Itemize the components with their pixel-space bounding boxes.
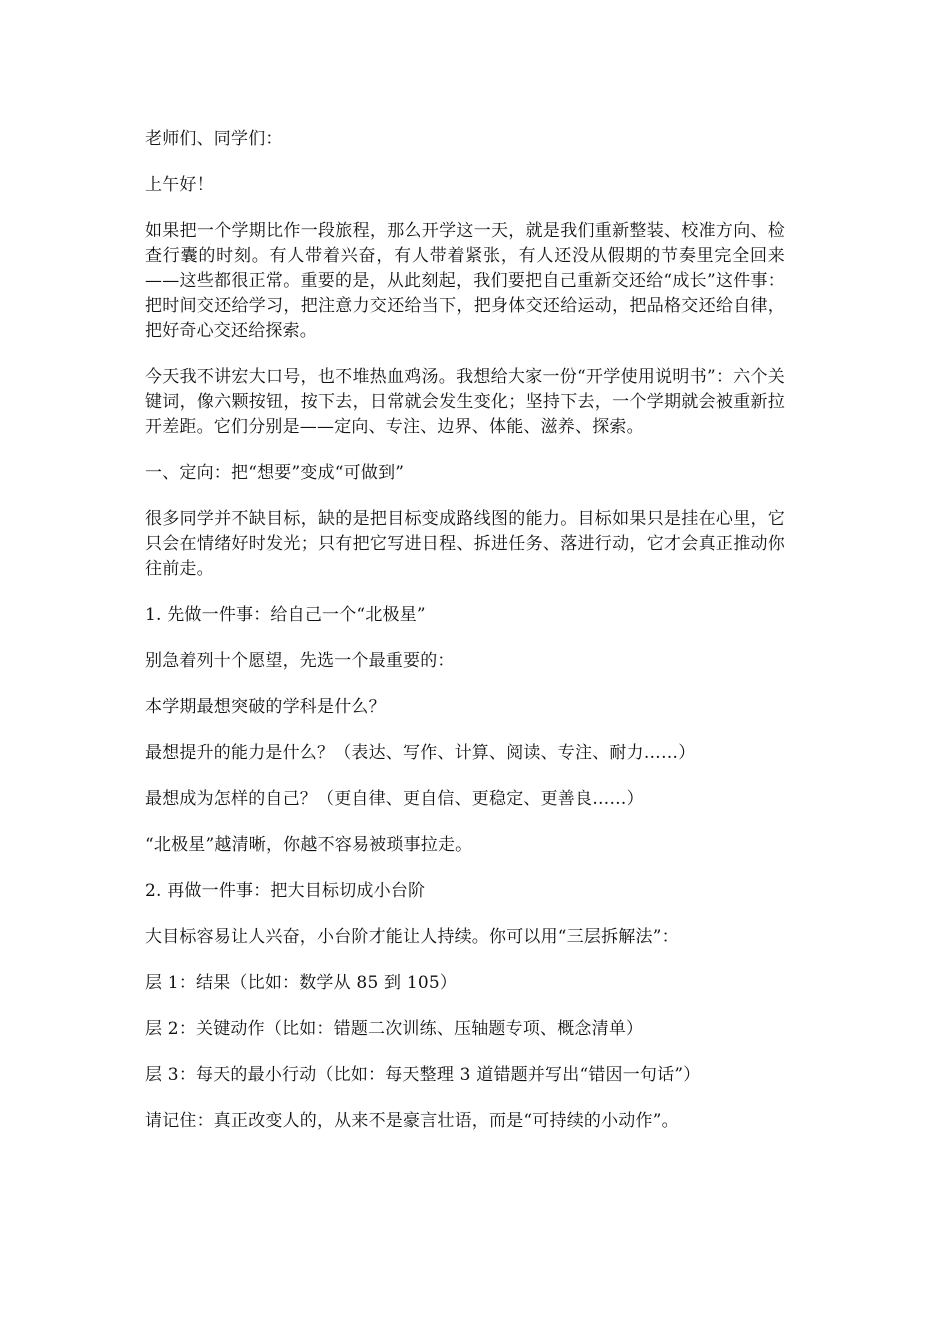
- body-line: “北极星”越清晰，你越不容易被琐事拉走。: [145, 835, 473, 855]
- salutation: 老师们、同学们：: [145, 129, 283, 149]
- layer-line: 层 3：每天的最小行动（比如：每天整理 3 道错题并写出“错因一句话”）: [145, 1065, 701, 1085]
- question-line: 本学期最想突破的学科是什么？: [145, 697, 386, 717]
- greeting: 上午好！: [145, 175, 214, 195]
- layer-line: 层 2：关键动作（比如：错题二次训练、压轴题专项、概念清单）: [145, 1019, 644, 1039]
- section-1-paragraph: 很多同学并不缺目标，缺的是把目标变成路线图的能力。目标如果只是挂在心里，它只会在情绪好时发光；只有把它写进日程、拆进任务、落进行动，它才会真正推动你往前走。: [145, 509, 785, 579]
- subheading-1: 1. 先做一件事：给自己一个“北极星”: [145, 605, 426, 625]
- question-line: 最想成为怎样的自己？（更自律、更自信、更稳定、更善良……）: [145, 789, 644, 809]
- layer-line: 层 1：结果（比如：数学从 85 到 105）: [145, 973, 458, 993]
- document-body: [145, 127, 785, 1155]
- section-heading-1: 一、定向：把“想要”变成“可做到”: [145, 463, 405, 483]
- overview-paragraph: 今天我不讲宏大口号，也不堆热血鸡汤。我想给大家一份“开学使用说明书”：六个关键词，像六颗按钮，按下去，日常就会发生变化；坚持下去，一个学期就会被重新拉开差距。它们分别是——定向、专注、边界、体能、滋养、探索。: [145, 367, 785, 437]
- question-line: 最想提升的能力是什么？（表达、写作、计算、阅读、专注、耐力……）: [145, 743, 696, 763]
- intro-paragraph: 如果把一个学期比作一段旅程，那么开学这一天，就是我们重新整装、校准方向、检查行囊的时刻。有人带着兴奋，有人带着紧张，有人还没从假期的节奏里完全回来——这些都很正常。重要的是，从此刻起，我们要把自己重新交还给“成长”这件事：把时间交还给学习，把注意力交还给当下，把身体交还给运动，把品格交还给自律，把好奇心交还给探索。: [145, 221, 785, 341]
- closing-line: 请记住：真正改变人的，从来不是豪言壮语，而是“可持续的小动作”。: [145, 1111, 679, 1131]
- subheading-2: 2. 再做一件事：把大目标切成小台阶: [145, 881, 426, 901]
- body-line: 别急着列十个愿望，先选一个最重要的：: [145, 651, 455, 671]
- body-line: 大目标容易让人兴奋，小台阶才能让人持续。你可以用“三层拆解法”：: [145, 927, 679, 947]
